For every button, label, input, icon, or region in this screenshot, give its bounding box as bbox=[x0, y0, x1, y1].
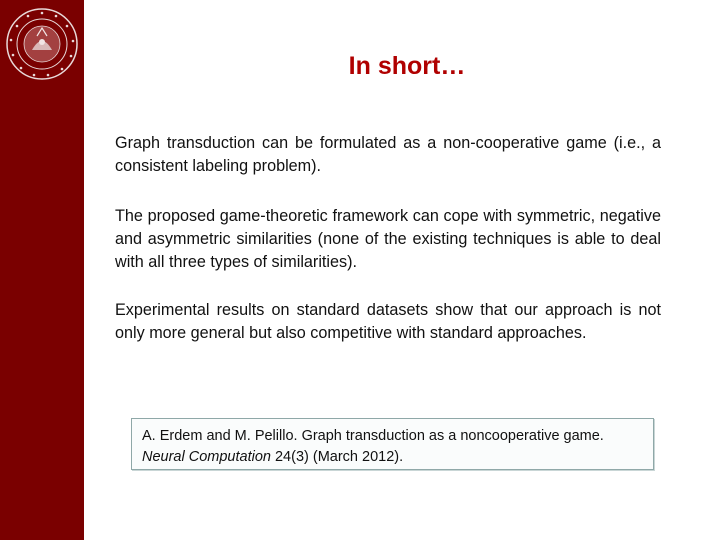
paragraph-text: The proposed game-theoretic framework can cope with bbox=[115, 207, 517, 225]
paragraph-results bbox=[115, 299, 661, 345]
paragraph-framework bbox=[115, 205, 661, 274]
reference-box bbox=[131, 418, 654, 470]
reference-journal: Neural Computation bbox=[142, 449, 271, 465]
sidebar-band bbox=[0, 0, 84, 540]
reference-venue bbox=[142, 447, 643, 468]
paragraph-transduction bbox=[115, 132, 661, 178]
university-seal-logo bbox=[4, 6, 80, 82]
paragraph-text: Graph transduction can be formulated as a non-cooperative game (i.e., a consistent labeling problem). bbox=[115, 134, 661, 175]
paragraph-text: (none of the existing techniques is able to deal with all three types of similarities). bbox=[115, 230, 662, 271]
reference-authors-title: A. Erdem and M. Pelillo. Graph transduction as a noncooperative game. bbox=[142, 428, 604, 444]
paragraph-text: Experimental results on standard datasets show that our approach is not only more general but also competitive with standard approaches. bbox=[115, 301, 661, 342]
slide-title: In short… bbox=[348, 52, 466, 80]
highlighted-similarities: symmetric, negative and asymmetric similarities bbox=[115, 207, 662, 248]
reference-details: 24(3) (March 2012). bbox=[270, 449, 404, 465]
